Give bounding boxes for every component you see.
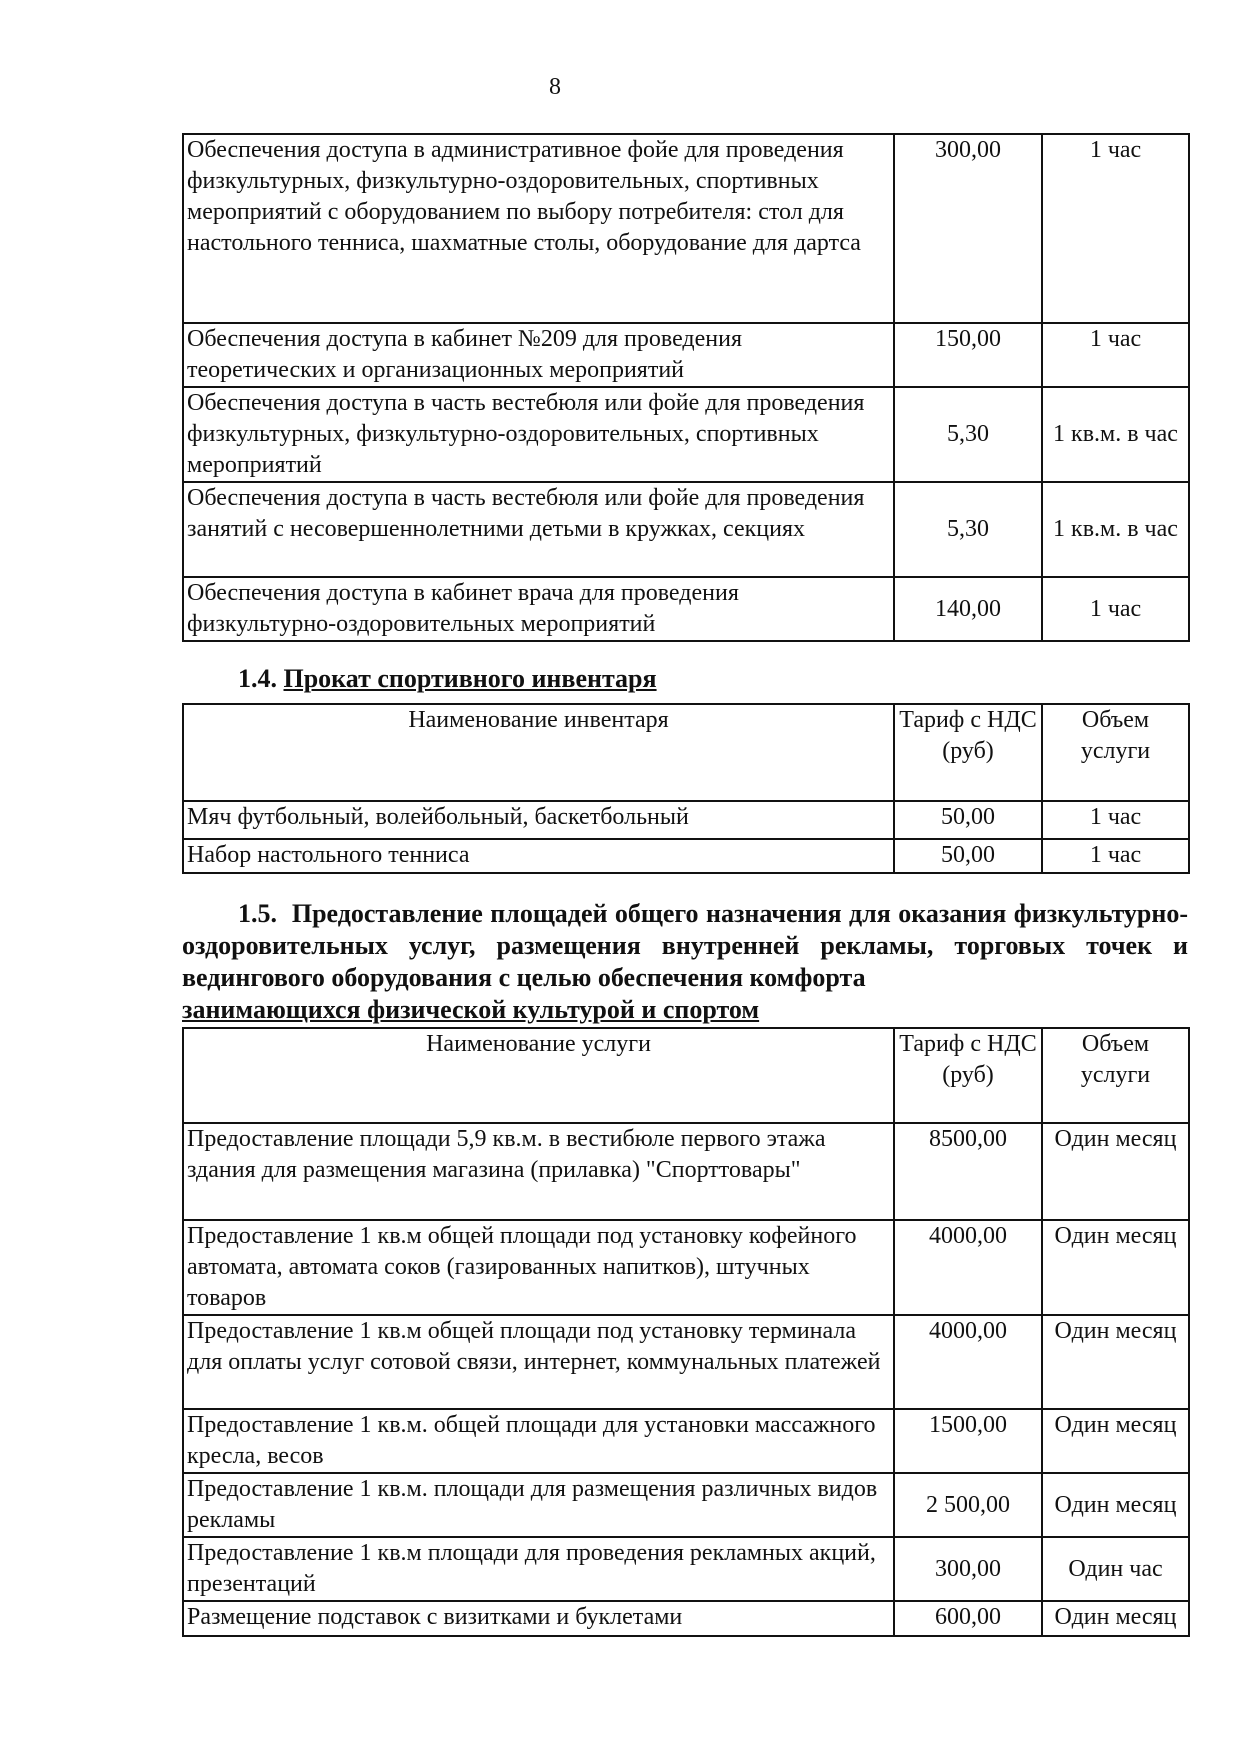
table-row — [183, 1123, 1189, 1220]
service-unit: Один месяц — [1042, 1220, 1189, 1315]
service-name: Предоставление 1 кв.м. площади для размещения различных видов рекламы — [183, 1473, 894, 1537]
table-row — [183, 1601, 1189, 1636]
section-number: 1.4. — [238, 664, 277, 693]
service-unit: Один месяц — [1042, 1315, 1189, 1409]
service-tariff: 1500,00 — [894, 1409, 1042, 1473]
service-tariff: 8500,00 — [894, 1123, 1042, 1220]
section-number: 1.5. — [238, 899, 277, 928]
table-row — [183, 134, 1189, 323]
item-unit: 1 час — [1042, 801, 1189, 839]
table-header-row — [183, 1028, 1189, 1123]
service-name: Предоставление площади 5,9 кв.м. в вестибюле первого этажа здания для размещения магазина (прилавка) "Спорттовары" — [183, 1123, 894, 1220]
service-unit: 1 кв.м. в час — [1042, 387, 1189, 482]
table-row — [183, 1409, 1189, 1473]
page-number: 8 — [549, 74, 561, 100]
service-name: Предоставление 1 кв.м. общей площади для установки массажного кресла, весов — [183, 1409, 894, 1473]
equipment-rental-table — [182, 703, 1190, 874]
service-unit: Один час — [1042, 1537, 1189, 1601]
section-1-4-title — [238, 664, 657, 694]
section-title: Прокат спортивного инвентаря — [283, 664, 657, 693]
service-name: Обеспечения доступа в часть вестебюля или фойе для проведения физкультурных, физкультурно-оздоровительных, спортивных мероприятий — [183, 387, 894, 482]
service-unit: 1 час — [1042, 323, 1189, 387]
table-row — [183, 1537, 1189, 1601]
column-header-unit: Объем услуги — [1042, 1028, 1189, 1123]
table-row — [183, 1473, 1189, 1537]
table-row — [183, 323, 1189, 387]
service-tariff: 4000,00 — [894, 1315, 1042, 1409]
section-title-underlined: занимающихся физической культурой и спортом — [182, 995, 760, 1024]
service-unit: 1 час — [1042, 577, 1189, 641]
service-tariff: 2 500,00 — [894, 1473, 1042, 1537]
table-row — [183, 577, 1189, 641]
service-unit: Один месяц — [1042, 1601, 1189, 1636]
table-row — [183, 801, 1189, 839]
table-row — [183, 1315, 1189, 1409]
column-header-unit: Объем услуги — [1042, 704, 1189, 801]
service-name: Предоставление 1 кв.м общей площади под установку терминала для оплаты услуг сотовой связи, интернет, коммунальных платежей — [183, 1315, 894, 1409]
service-tariff: 600,00 — [894, 1601, 1042, 1636]
item-unit: 1 час — [1042, 839, 1189, 873]
section-heading-text — [182, 898, 1188, 994]
service-tariff: 150,00 — [894, 323, 1042, 387]
service-name: Предоставление 1 кв.м общей площади под установку кофейного автомата, автомата соков (газированных напитков), штучных товаров — [183, 1220, 894, 1315]
service-name: Размещение подставок с визитками и буклетами — [183, 1601, 894, 1636]
table-row — [183, 839, 1189, 873]
section-1-5-heading — [182, 898, 1188, 1026]
service-tariff: 5,30 — [894, 387, 1042, 482]
service-name: Обеспечения доступа в административное фойе для проведения физкультурных, физкультурно-оздоровительных, спортивных мероприятий с оборудованием по выбору потребителя: стол для настольного тенниса, шахматные столы, оборудование для дартса — [183, 134, 894, 323]
service-unit: Один месяц — [1042, 1123, 1189, 1220]
column-header-name: Наименование инвентаря — [183, 704, 894, 801]
common-areas-table — [182, 1027, 1190, 1637]
service-unit: 1 кв.м. в час — [1042, 482, 1189, 577]
service-tariff: 5,30 — [894, 482, 1042, 577]
item-name: Мяч футбольный, волейбольный, баскетбольный — [183, 801, 894, 839]
service-unit: Один месяц — [1042, 1473, 1189, 1537]
service-tariff: 300,00 — [894, 134, 1042, 323]
column-header-name: Наименование услуги — [183, 1028, 894, 1123]
item-tariff: 50,00 — [894, 801, 1042, 839]
service-tariff: 140,00 — [894, 577, 1042, 641]
service-name: Предоставление 1 кв.м площади для проведения рекламных акций, презентаций — [183, 1537, 894, 1601]
table-row — [183, 387, 1189, 482]
service-name: Обеспечения доступа в кабинет врача для проведения физкультурно-оздоровительных мероприятий — [183, 577, 894, 641]
column-header-tariff: Тариф с НДС (руб) — [894, 704, 1042, 801]
table-header-row — [183, 704, 1189, 801]
service-name: Обеспечения доступа в кабинет №209 для проведения теоретических и организационных мероприятий — [183, 323, 894, 387]
table-row — [183, 482, 1189, 577]
service-unit: 1 час — [1042, 134, 1189, 323]
service-tariff: 300,00 — [894, 1537, 1042, 1601]
item-name: Набор настольного тенниса — [183, 839, 894, 873]
item-tariff: 50,00 — [894, 839, 1042, 873]
section-title: Предоставление площадей общего назначения для оказания физкультурно-оздоровительных услуг, размещения внутренней рекламы, торговых точек и ведингового оборудования с целью обеспечения комфорта — [182, 899, 1188, 992]
service-unit: Один месяц — [1042, 1409, 1189, 1473]
table-row — [183, 1220, 1189, 1315]
services-table-continued — [182, 133, 1190, 642]
column-header-tariff: Тариф с НДС (руб) — [894, 1028, 1042, 1123]
service-tariff: 4000,00 — [894, 1220, 1042, 1315]
service-name: Обеспечения доступа в часть вестебюля или фойе для проведения занятий с несовершеннолетними детьми в кружках, секциях — [183, 482, 894, 577]
